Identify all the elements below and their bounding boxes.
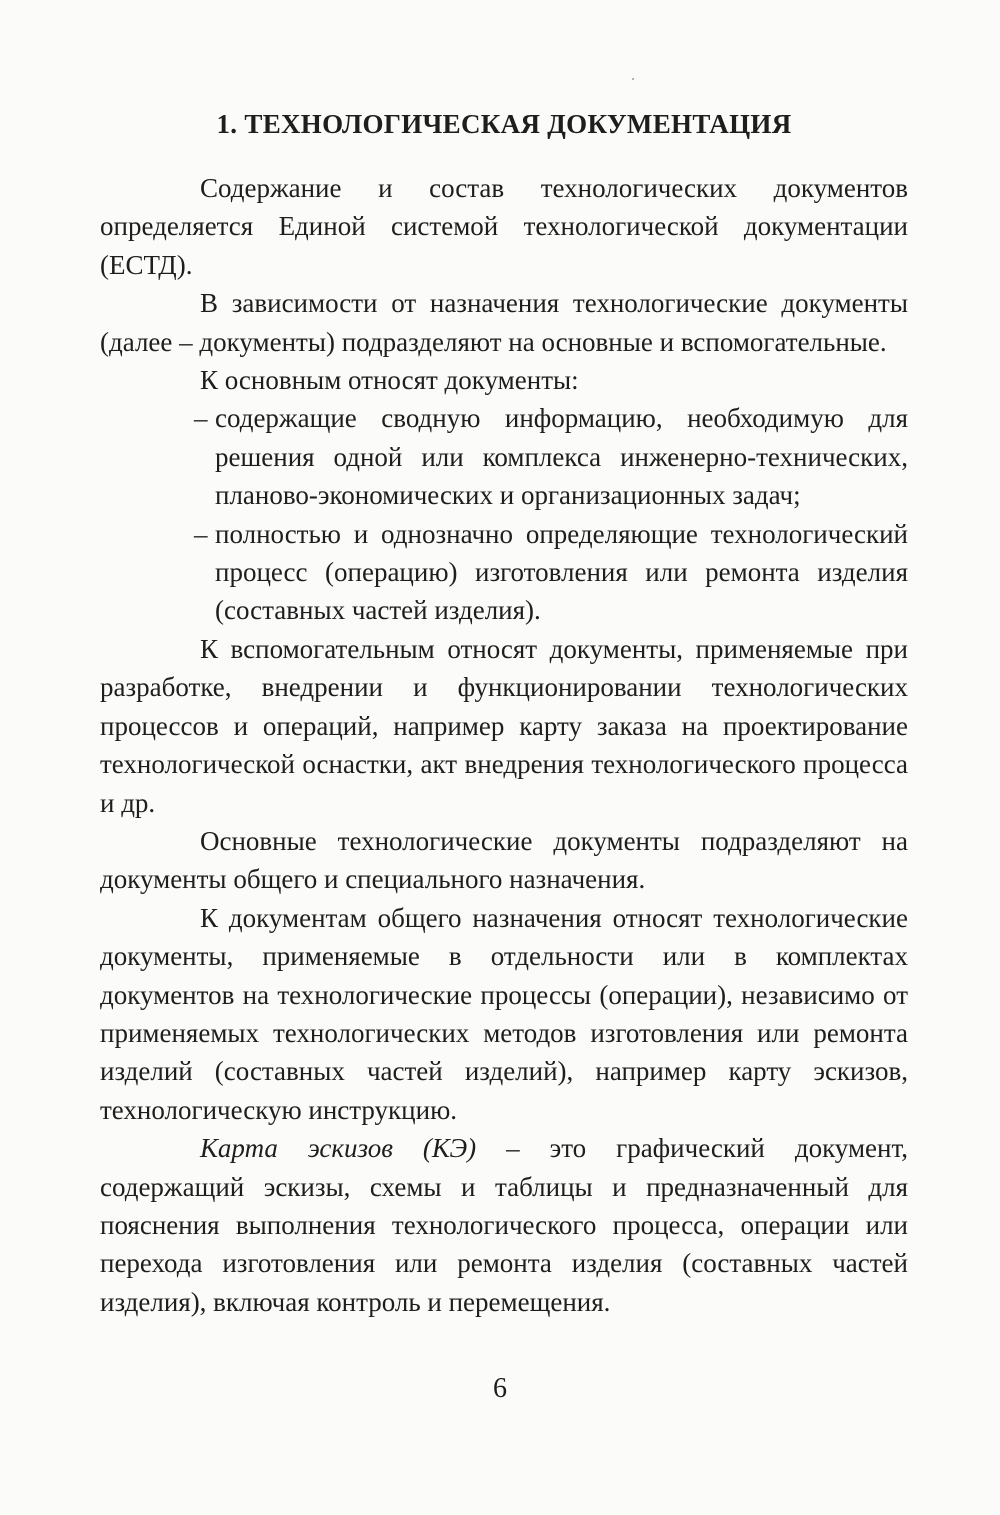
scan-speck — [632, 78, 634, 80]
list-item-text: содержащие сводную информацию, необходимую для решения одной или комплекса инженерно-технических, планово-экономических и организационных задач; — [215, 403, 908, 511]
list-item-text: полностью и однозначно определяющие технологический процесс (операцию) изготовления или ремонта изделия (составных частей изделия). — [215, 518, 908, 626]
list-item — [100, 515, 908, 630]
page-number: 6 — [493, 1373, 507, 1404]
paragraph-main-classification: Основные технологические документы подразделяют на документы общего и специального назначения. — [100, 825, 908, 895]
list-dash: – — [194, 518, 208, 549]
body-text — [100, 169, 908, 1321]
paragraph-general-purpose: К документам общего назначения относят технологические документы, применяемые в отдельности или в комплектах документов на технологические процессы (операции), независимо от применяемых технологических методов изготовления или ремонта изделий (составных частей изделий), например карту эскизов, технологическую инструкцию. — [100, 902, 908, 1125]
sketch-map-definition: – это графический документ, содержащий эскизы, схемы и таблицы и предназначенный для пояснения выполнения технологического процесса, операции или перехода изготовления или ремонта изделия (составных частей изделия), включая контроль и перемещения. — [100, 1133, 908, 1317]
paragraph-estd: Содержание и состав технологических документов определяется Единой системой технологической документации (ЕСТД). — [100, 173, 908, 280]
sketch-map-term: Карта эскизов (КЭ) — [200, 1133, 477, 1164]
paragraph-auxiliary-documents: К вспомогательным относят документы, применяемые при разработке, внедрении и функционировании технологических процессов и операций, например карту заказа на проектирование технологической оснастки, акт внедрения технологического процесса и др. — [100, 633, 908, 818]
main-documents-list — [100, 399, 908, 629]
paragraph-main-documents: К основным относят документы: — [200, 365, 579, 396]
list-dash: – — [194, 403, 208, 434]
paragraph-document-types: В зависимости от назначения технологические документы (далее – документы) подразделяют на основные и вспомогательные. — [100, 288, 908, 357]
section-title: 1. ТЕХНОЛОГИЧЕСКАЯ ДОКУМЕНТАЦИЯ — [216, 109, 792, 139]
list-item — [100, 399, 908, 514]
paragraph-sketch-map — [100, 1129, 908, 1321]
